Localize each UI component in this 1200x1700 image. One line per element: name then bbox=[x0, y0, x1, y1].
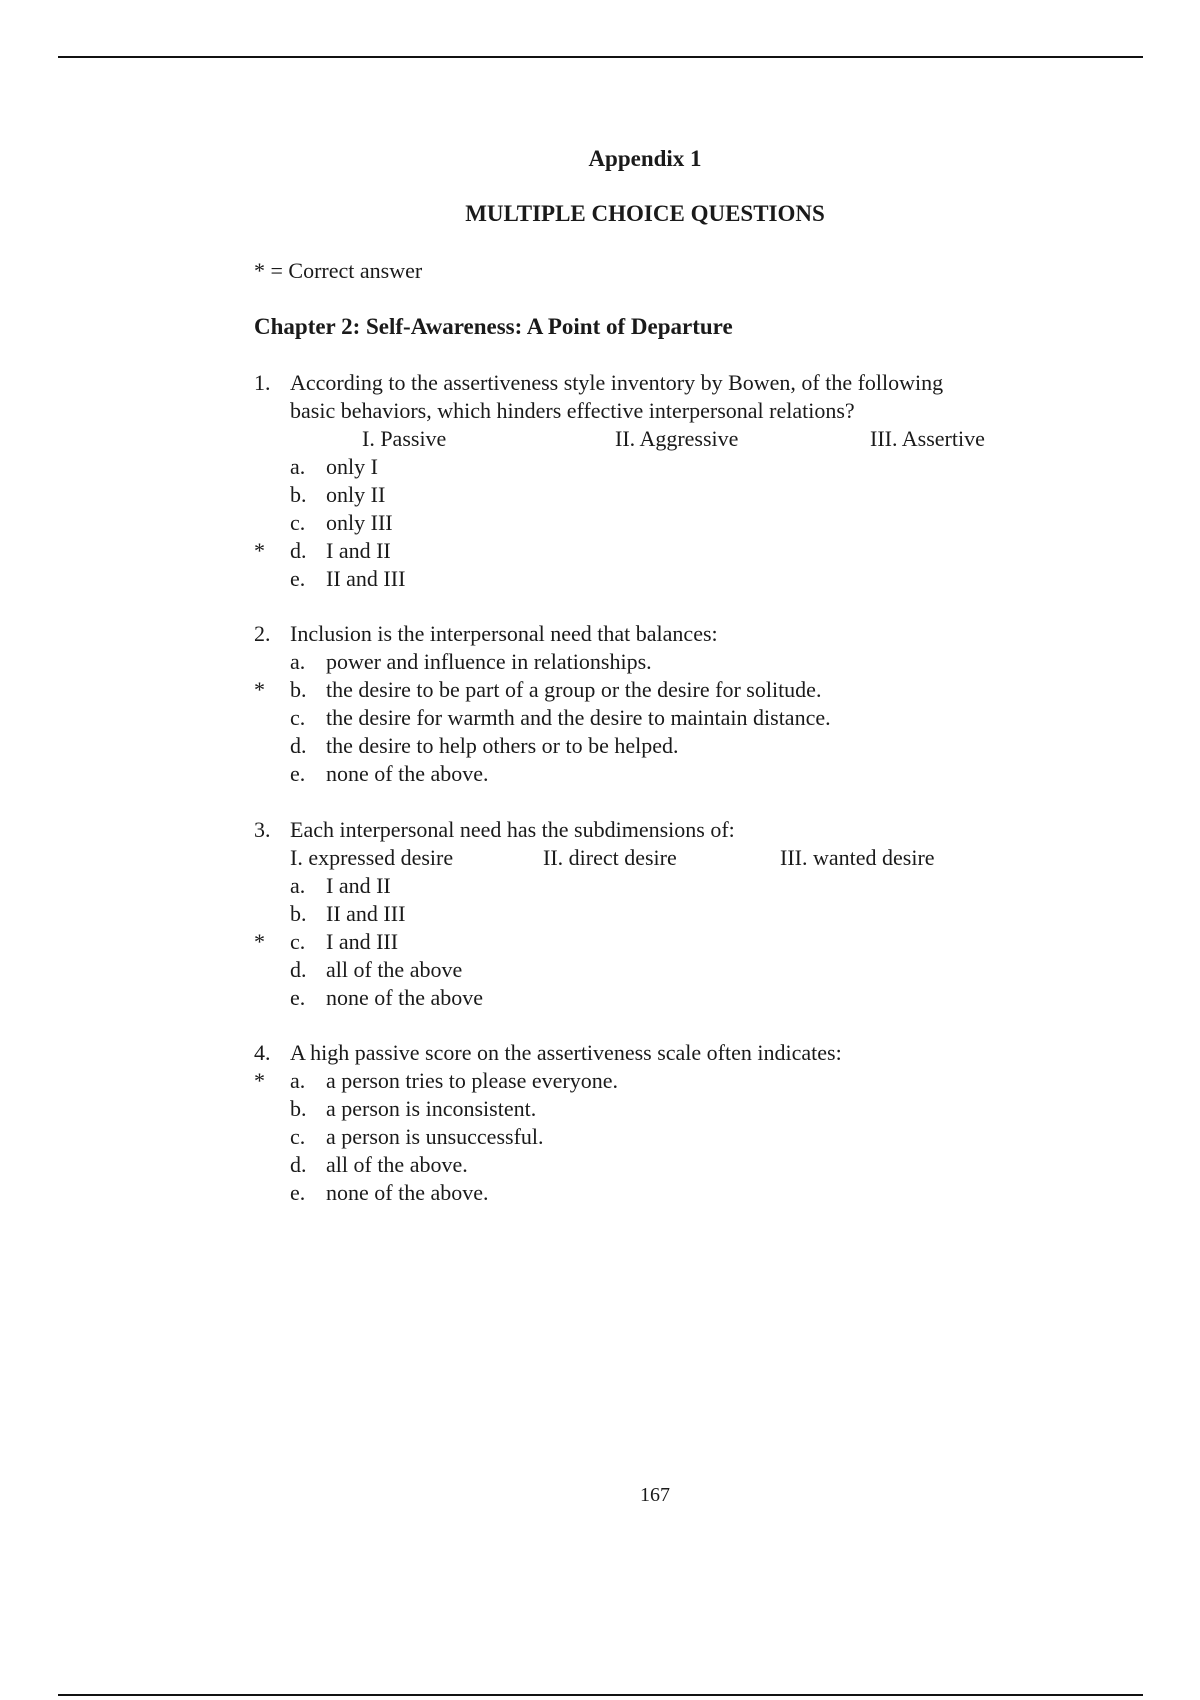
question-stem bbox=[290, 816, 1070, 872]
option-text: the desire for warmth and the desire to maintain distance. bbox=[326, 705, 831, 730]
option-letter: c. bbox=[290, 510, 306, 535]
option-text: all of the above bbox=[326, 957, 463, 982]
roman-choice: II. direct desire bbox=[543, 845, 677, 870]
option-letter: d. bbox=[290, 538, 307, 563]
roman-choice: III. wanted desire bbox=[780, 845, 935, 870]
option-text: power and influence in relationships. bbox=[326, 649, 652, 674]
option-letter: c. bbox=[290, 1124, 306, 1149]
stem-line: Each interpersonal need has the subdimensions of: bbox=[290, 817, 735, 842]
option-text: none of the above. bbox=[326, 1180, 489, 1205]
roman-choice: III. Assertive bbox=[870, 426, 985, 451]
question-number: 1. bbox=[254, 370, 271, 395]
stem-line: According to the assertiveness style inventory by Bowen, of the following bbox=[290, 370, 944, 395]
option-text: the desire to help others or to be helped. bbox=[326, 733, 679, 758]
question-stem bbox=[290, 620, 1070, 648]
option-text: only III bbox=[326, 510, 393, 535]
correct-answer-marker: * bbox=[254, 677, 265, 702]
option-letter: e. bbox=[290, 985, 306, 1010]
option-letter: e. bbox=[290, 1180, 306, 1205]
answer-key-legend: * = Correct answer bbox=[254, 258, 423, 283]
correct-answer-marker: * bbox=[254, 1068, 265, 1093]
page-title: Appendix 1 bbox=[588, 146, 702, 171]
stem-line: basic behaviors, which hinders effective interpersonal relations? bbox=[290, 398, 855, 423]
option-letter: b. bbox=[290, 901, 307, 926]
correct-answer-marker: * bbox=[254, 929, 265, 954]
option-text: I and II bbox=[326, 538, 391, 563]
question-stem bbox=[290, 1039, 1070, 1067]
chapter-heading: Chapter 2: Self-Awareness: A Point of Departure bbox=[254, 314, 733, 339]
option-text: only II bbox=[326, 482, 386, 507]
roman-choice: I. expressed desire bbox=[290, 845, 454, 870]
option-letter: d. bbox=[290, 733, 307, 758]
stem-line: A high passive score on the assertiveness scale often indicates: bbox=[290, 1040, 842, 1065]
option-text: I and II bbox=[326, 873, 391, 898]
option-letter: d. bbox=[290, 957, 307, 982]
option-letter: b. bbox=[290, 482, 307, 507]
option-letter: c. bbox=[290, 705, 306, 730]
option-letter: b. bbox=[290, 677, 307, 702]
option-text: none of the above. bbox=[326, 761, 489, 786]
option-text: none of the above bbox=[326, 985, 483, 1010]
roman-choices bbox=[290, 425, 1070, 453]
option-text: II and III bbox=[326, 566, 406, 591]
option-text: II and III bbox=[326, 901, 406, 926]
option-letter: c. bbox=[290, 929, 306, 954]
question-stem bbox=[290, 369, 1070, 453]
stem-line: Inclusion is the interpersonal need that balances: bbox=[290, 621, 718, 646]
option-text: the desire to be part of a group or the desire for solitude. bbox=[326, 677, 822, 702]
bottom-rule bbox=[58, 1694, 1143, 1696]
section-heading: MULTIPLE CHOICE QUESTIONS bbox=[465, 201, 825, 226]
option-letter: b. bbox=[290, 1096, 307, 1121]
roman-choice: II. Aggressive bbox=[615, 426, 739, 451]
question-number: 4. bbox=[254, 1040, 271, 1065]
option-letter: d. bbox=[290, 1152, 307, 1177]
option-text: all of the above. bbox=[326, 1152, 468, 1177]
roman-choice: I. Passive bbox=[362, 426, 447, 451]
option-text: a person tries to please everyone. bbox=[326, 1068, 618, 1093]
top-rule bbox=[58, 56, 1143, 58]
question-number: 3. bbox=[254, 817, 271, 842]
option-text: I and III bbox=[326, 929, 399, 954]
question-number: 2. bbox=[254, 621, 271, 646]
roman-choices bbox=[290, 844, 1070, 872]
option-letter: a. bbox=[290, 454, 306, 479]
page-number: 167 bbox=[640, 1484, 670, 1506]
option-text: only I bbox=[326, 454, 378, 479]
correct-answer-marker: * bbox=[254, 538, 265, 563]
option-letter: a. bbox=[290, 873, 306, 898]
option-letter: a. bbox=[290, 649, 306, 674]
option-letter: e. bbox=[290, 566, 306, 591]
option-letter: a. bbox=[290, 1068, 306, 1093]
option-text: a person is unsuccessful. bbox=[326, 1124, 544, 1149]
option-letter: e. bbox=[290, 761, 306, 786]
option-text: a person is inconsistent. bbox=[326, 1096, 537, 1121]
